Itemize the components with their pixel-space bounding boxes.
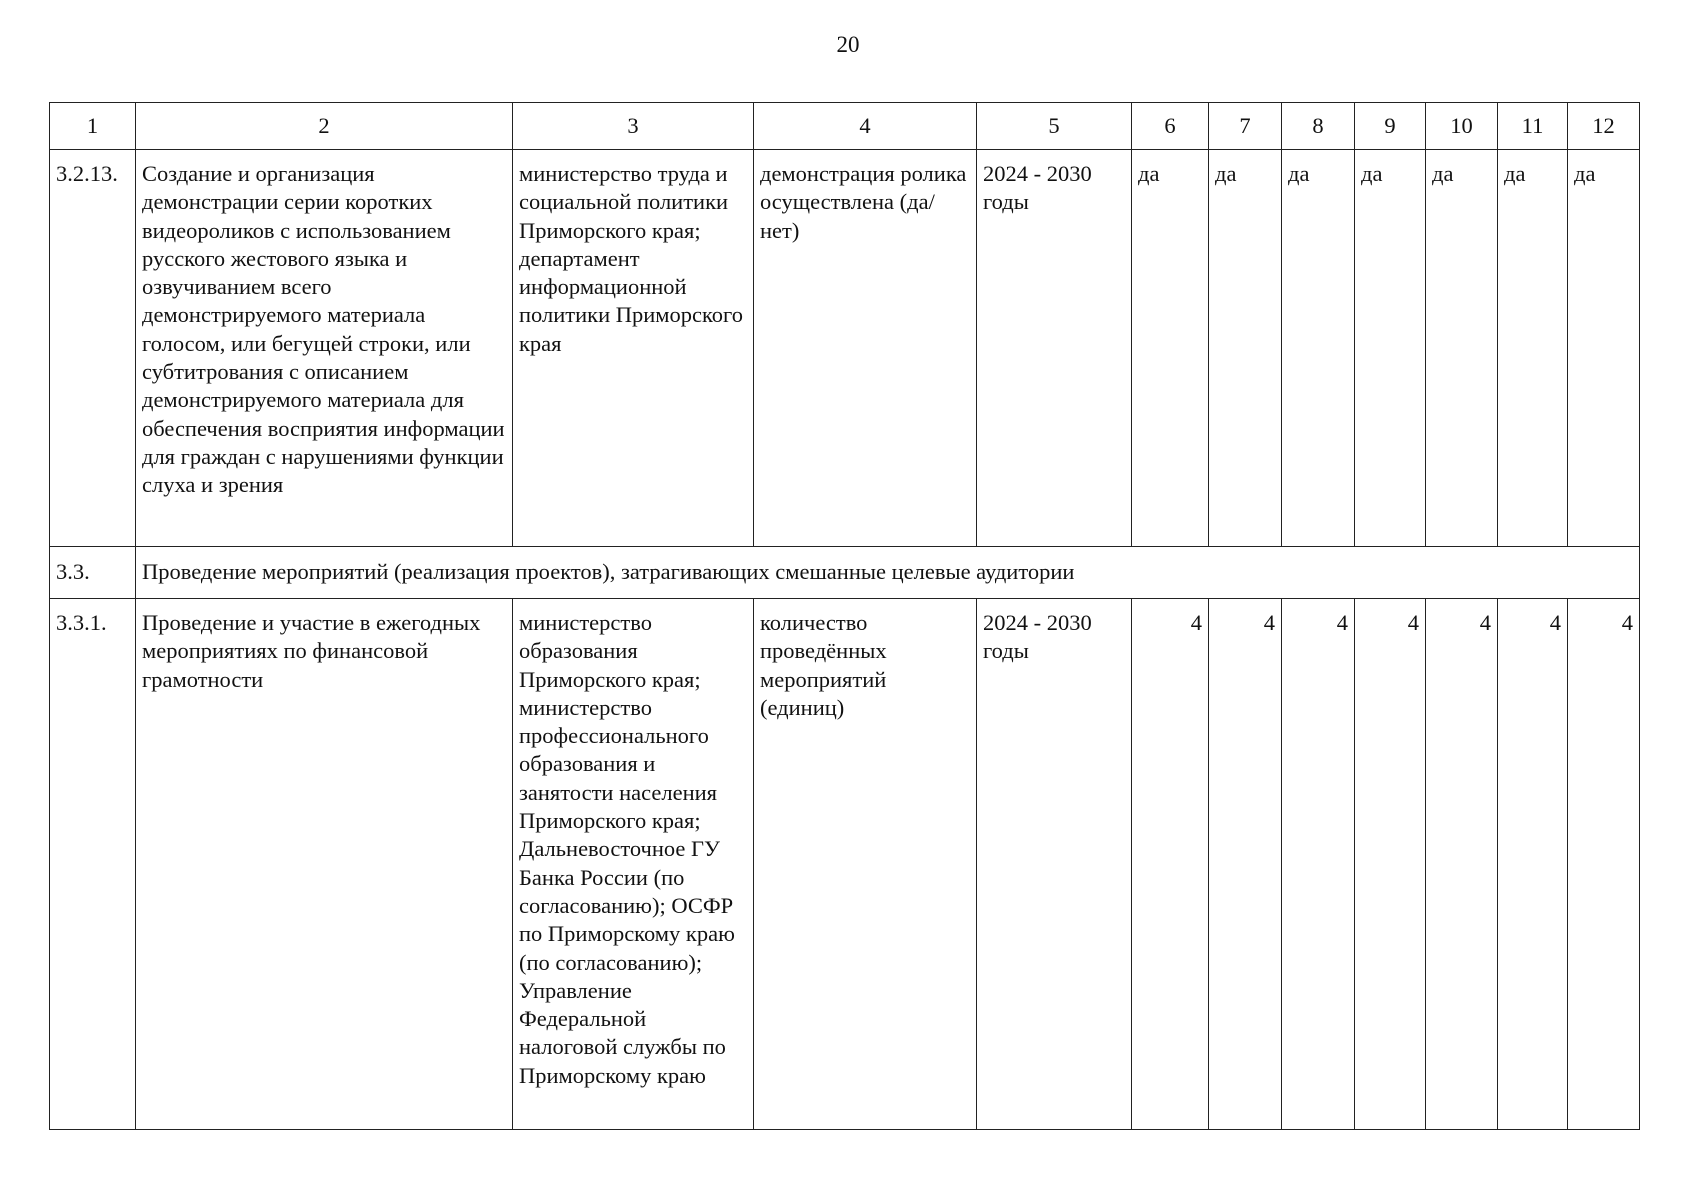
section-row [50, 547, 1640, 599]
year-value: 4 [1209, 599, 1282, 1130]
year-value: да [1132, 150, 1209, 547]
column-header: 9 [1355, 103, 1426, 150]
section-code: 3.3. [50, 547, 136, 599]
plan-table [49, 102, 1640, 1130]
indicator: количество проведённых мероприятий (единиц) [754, 599, 977, 1130]
column-header: 1 [50, 103, 136, 150]
period: 2024 - 2030 годы [977, 599, 1132, 1130]
section-title: Проведение мероприятий (реализация проектов), затрагивающих смешанные целевые аудитории [136, 547, 1640, 599]
year-value: да [1355, 150, 1426, 547]
year-value: да [1282, 150, 1355, 547]
page-number: 20 [836, 32, 860, 57]
year-value: 4 [1355, 599, 1426, 1130]
year-value: 4 [1568, 599, 1640, 1130]
column-header: 8 [1282, 103, 1355, 150]
period: 2024 - 2030 годы [977, 150, 1132, 547]
column-header: 7 [1209, 103, 1282, 150]
row-code: 3.3.1. [50, 599, 136, 1130]
column-header: 6 [1132, 103, 1209, 150]
activity-name: Проведение и участие в ежегодных мероприятиях по финансовой грамотности [136, 599, 513, 1130]
year-value: да [1568, 150, 1640, 547]
year-value: 4 [1282, 599, 1355, 1130]
year-value: 4 [1426, 599, 1498, 1130]
year-value: да [1209, 150, 1282, 547]
year-value: да [1498, 150, 1568, 547]
column-header: 10 [1426, 103, 1498, 150]
table-row [50, 599, 1640, 1130]
indicator: демонстрация ролика осуществлена (да/нет) [754, 150, 977, 547]
column-header: 3 [513, 103, 754, 150]
column-header: 4 [754, 103, 977, 150]
executor: министерство труда и социальной политики Приморского края; департамент информационной политики Приморского края [513, 150, 754, 547]
column-header: 12 [1568, 103, 1640, 150]
activity-name: Создание и организация демонстрации серии коротких видеороликов с использованием русского жестового языка и озвучиванием всего демонстрируемого материала голосом, или бегущей строки, или субтитрования с описанием демонстрируемого материала для обеспечения восприятия информации для граждан с нарушениями функции слуха и зрения [136, 150, 513, 547]
column-header: 11 [1498, 103, 1568, 150]
year-value: 4 [1498, 599, 1568, 1130]
table-header-row [50, 103, 1640, 150]
column-header: 5 [977, 103, 1132, 150]
table-row [50, 150, 1640, 547]
year-value: 4 [1132, 599, 1209, 1130]
year-value: да [1426, 150, 1498, 547]
executor: министерство образования Приморского края; министерство профессионального образования и занятости населения Приморского края; Дальневосточное ГУ Банка России (по согласованию); ОСФР по Приморскому краю (по согласованию); Управление Федеральной налоговой службы по Приморскому краю [513, 599, 754, 1130]
column-header: 2 [136, 103, 513, 150]
row-code: 3.2.13. [50, 150, 136, 547]
